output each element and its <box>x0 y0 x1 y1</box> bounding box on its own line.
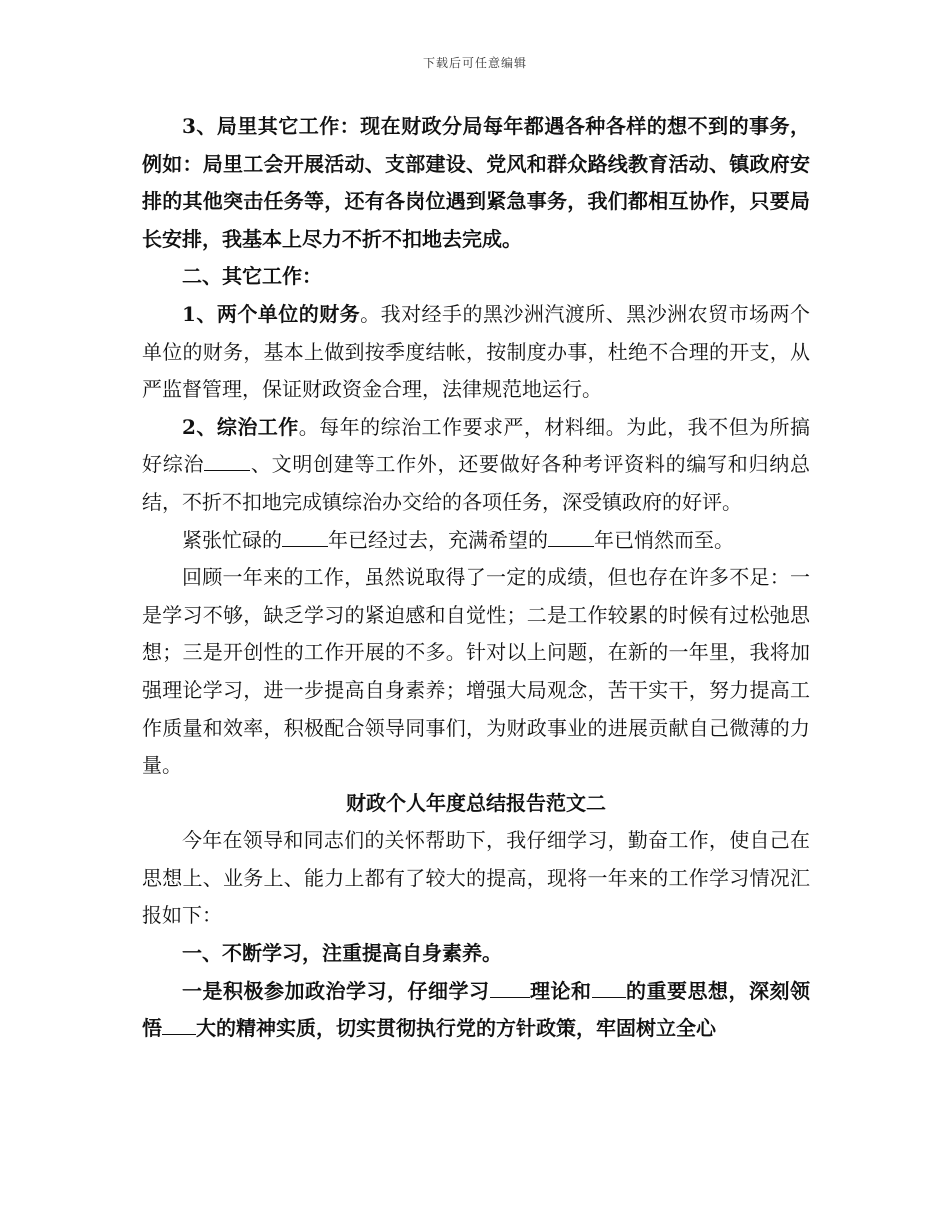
paragraph-year-transition <box>142 522 810 560</box>
text-segment: 大的精神实质，切实贯彻执行党的方针政策，牢固树立全心 <box>196 1016 716 1041</box>
paragraph-lead: 2、综治工作 <box>182 414 299 439</box>
blank-underline <box>204 454 250 471</box>
paragraph-two-units-finance <box>142 296 810 409</box>
paragraph-political-study <box>142 973 810 1048</box>
paragraph-lead: 1、两个单位的财务 <box>182 301 361 326</box>
download-note: 下载后可任意编辑 <box>422 56 527 70</box>
text-segment: 年已经过去，充满希望的 <box>328 527 548 552</box>
blank-underline <box>592 981 626 998</box>
text-segment: 紧张忙碌的 <box>182 527 282 552</box>
paragraph-review: 回顾一年来的工作，虽然说取得了一定的成绩，但也存在许多不足：一是学习不够，缺乏学习的紧迫感和自觉性；二是工作较累的时候有过松弛思想；三是开创性的工作开展的不多。针对以上问题，在新的一年里，我将加强理论学习，进一步提高自身素养；增强大局观念，苦干实干，努力提高工作质量和效率，积极配合领导同事们，为财政事业的进展贡献自己微薄的力量。 <box>142 565 810 778</box>
paragraph-other-bureau-work: 3、局里其它工作：现在财政分局每年都遇各种各样的想不到的事务，例如：局里工会开展活动、支部建设、党风和群众路线教育活动、镇政府安排的其他突击任务等，还有各岗位遇到紧急事务，我们都相互协作，只要局长安排，我基本上尽力不折不扣地去完成。 <box>142 114 810 251</box>
paragraph-body: 、文明创建等工作外，还要做好各种考评资料的编写和归纳总结，不折不扣地完成镇综治办交给的各项任务，深受镇政府的好评。 <box>142 452 811 514</box>
paragraph-body: 。我对经手的黑沙洲汽渡所、黑沙洲农贸市场两个单位的财务，基本上做到按季度结帐，按制度办事，杜绝不合理的开支，从严监督管理，保证财政资金合理，法律规范地运行。 <box>142 301 810 402</box>
heading-other-work: 二、其它工作： <box>182 264 322 289</box>
text-segment: 一是积极参加政治学习，仔细学习 <box>182 978 490 1003</box>
paragraph-body: 。每年的综治工作要求严，材料细。为此，我不但为所搞好综治 <box>142 414 810 477</box>
paragraph-comprehensive-governance <box>142 409 810 522</box>
blank-underline <box>548 530 594 547</box>
text-segment: 年已悄然而至。 <box>594 527 734 552</box>
heading-continuous-learning: 一、不断学习，注重提高自身素养。 <box>182 941 502 966</box>
text-segment: 的重要思想，深刻领悟 <box>142 978 810 1041</box>
document-body <box>142 108 810 1048</box>
paragraph-intro-two: 今年在领导和同志们的关怀帮助下，我仔细学习，勤奋工作，使自己在思想上、业务上、能力上都有了较大的提高，现将一年来的工作学习情况汇报如下： <box>142 828 810 928</box>
blank-underline <box>282 530 328 547</box>
blank-underline <box>490 981 530 998</box>
blank-underline <box>162 1018 196 1035</box>
text-segment: 理论和 <box>529 978 592 1003</box>
section-title: 财政个人年度总结报告范文二 <box>346 790 606 815</box>
